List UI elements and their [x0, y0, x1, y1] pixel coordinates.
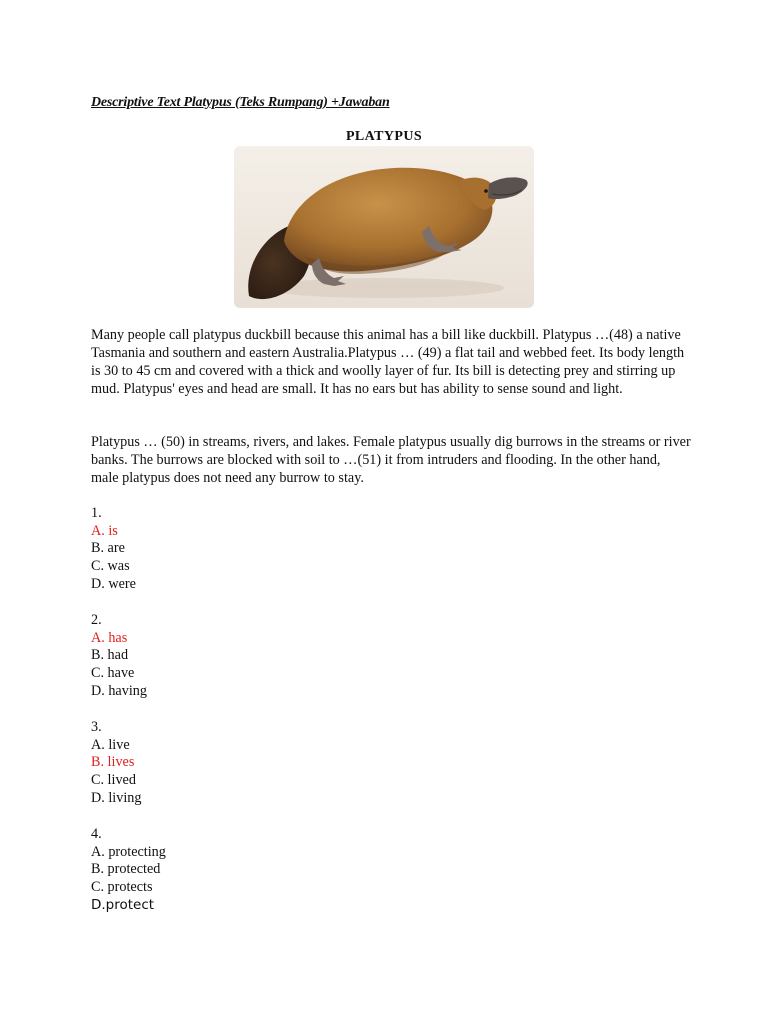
question-number: 2.	[91, 612, 102, 628]
option-b: B. had	[91, 647, 129, 664]
platypus-photo	[234, 146, 534, 308]
question-1	[91, 504, 136, 592]
option-b: B. protected	[91, 861, 161, 878]
option-b: B. are	[91, 540, 125, 557]
option-a: A. protecting	[91, 843, 166, 860]
option-d: D. having	[91, 682, 147, 699]
option-d: D. living	[91, 789, 142, 806]
option-c: C. have	[91, 665, 135, 682]
option-a: A. live	[91, 736, 130, 753]
question-3	[91, 718, 141, 806]
option-c: C. was	[91, 558, 130, 575]
question-number: 4.	[91, 826, 102, 842]
question-4	[91, 825, 166, 913]
paragraph-2: Platypus … (50) in streams, rivers, and lakes. Female platypus usually dig burrows in the streams or river banks. The burrows are blocked with soil to …(51) it from intruders and flooding. In the other hand, male platypus does not need any burrow to stay.	[91, 434, 691, 486]
document-title: Descriptive Text Platypus (Teks Rumpang) +Jawaban	[91, 95, 390, 110]
option-c: C. protects	[91, 879, 153, 896]
question-2	[91, 611, 147, 699]
option-a: A. has	[91, 629, 128, 646]
option-c: C. lived	[91, 772, 136, 789]
question-number: 1.	[91, 505, 102, 521]
option-a: A. is	[91, 522, 118, 539]
option-b: B. lives	[91, 754, 135, 771]
paragraph-1: Many people call platypus duckbill because this animal has a bill like duckbill. Platypus …(48) a native Tasmania and southern and eastern Australia.Platypus … (49) a flat tail and webbed feet. Its body length is 30 to 45 cm and covered with a thick and woolly layer of fur. Its bill is detecting prey and stirring up mud. Platypus' eyes and head are small. It has no ears but has ability to sense sound and light.	[91, 327, 685, 397]
text-heading: PLATYPUS	[345, 129, 423, 144]
question-number: 3.	[91, 719, 102, 735]
option-d: D.protect	[91, 896, 155, 913]
option-d: D. were	[91, 575, 136, 592]
